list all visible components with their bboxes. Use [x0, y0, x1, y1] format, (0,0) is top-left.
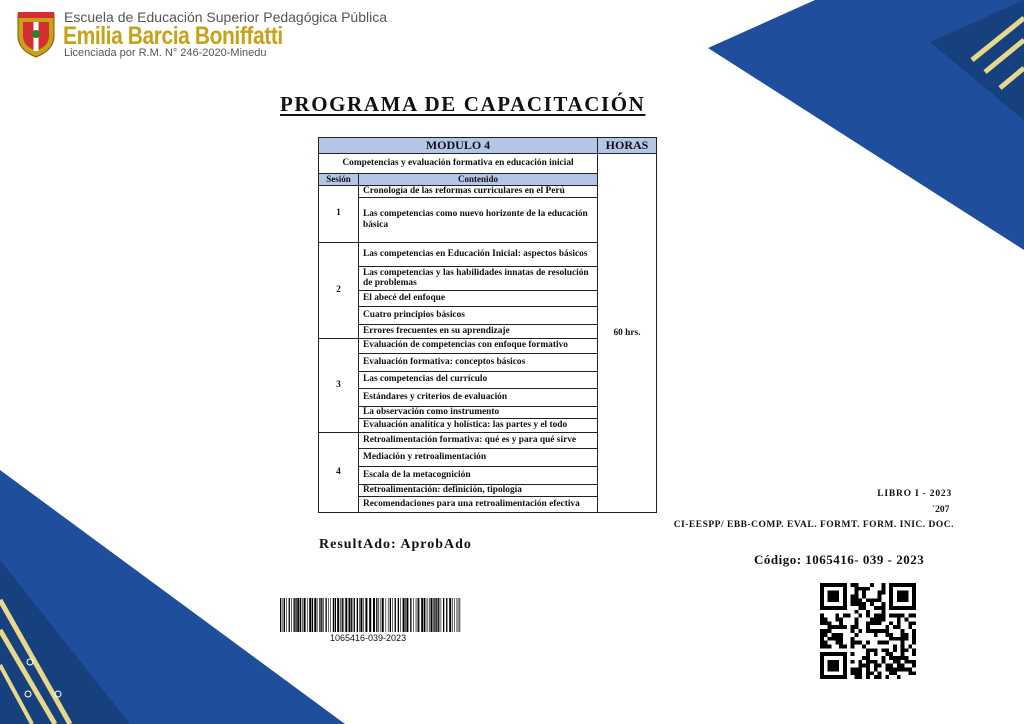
barcode-icon [280, 598, 461, 634]
session-number: 4 [319, 432, 359, 512]
school-header-line: Escuela de Educación Superior Pedagógica Pública [64, 9, 387, 25]
page-title: PROGRAMA DE CAPACITACIÓN [280, 92, 646, 116]
certificate-code: Código: 1065416- 039 - 2023 [754, 552, 925, 567]
session-content: Cronología de las reformas curriculares en el Perú [359, 185, 598, 197]
result-text: ResultAdo: AprobAdo [319, 537, 472, 552]
school-shield-logo-icon [16, 10, 56, 58]
session-number: 2 [319, 242, 359, 338]
session-content: Escala de la metacognición [359, 466, 598, 484]
session-content: Las competencias del currículo [359, 371, 598, 388]
barcode-number: 1065416-039-2023 [330, 633, 407, 643]
session-content: Evaluación analítica y holística: las partes y el todo [359, 418, 598, 432]
school-license: Licenciada por R.M. N° 246-2020-Minedu [64, 47, 267, 59]
session-number: 3 [319, 338, 359, 432]
session-content: Evaluación formativa: conceptos básicos [359, 353, 598, 371]
session-content: Las competencias y las habilidades innatas de resolución de problemas [359, 266, 598, 290]
session-content: Evaluación de competencias con enfoque formativo [359, 338, 598, 353]
module-header: MODULO 4 [319, 138, 598, 154]
qr-code-icon [820, 583, 916, 679]
session-number: 1 [319, 185, 359, 242]
content-column-header: Contenido [359, 174, 598, 186]
folio-number: ´207 [932, 505, 950, 515]
session-content: Estándares y criterios de evaluación [359, 388, 598, 406]
module-table [318, 137, 657, 513]
module-subtitle: Competencias y evaluación formativa en educación inicial [319, 154, 598, 174]
certificate-reference: CI-EESPP/ EBB-COMP. EVAL. FORMT. FORM. INIC. DOC. [673, 520, 954, 530]
book-label: LIBRO I - 2023 [877, 489, 952, 499]
session-content: La observación como instrumento [359, 406, 598, 418]
session-column-header: Sesión [319, 174, 359, 186]
session-content: Retroalimentación: definición, tipología [359, 484, 598, 496]
session-content: El abecé del enfoque [359, 290, 598, 306]
session-content: Recomendaciones para una retroalimentación efectiva [359, 496, 598, 512]
session-content: Cuatro principios básicos [359, 306, 598, 324]
school-name: Emilia Barcia Boniffatti [63, 22, 283, 50]
hours-header: HORAS [598, 138, 657, 154]
session-content: Errores frecuentes en su aprendizaje [359, 324, 598, 338]
session-content: Mediación y retroalimentación [359, 448, 598, 466]
session-content: Las competencias en Educación Inicial: aspectos básicos [359, 242, 598, 266]
hours-value: 60 hrs. [598, 154, 657, 513]
session-content: Retroalimentación formativa: qué es y para qué sirve [359, 432, 598, 448]
session-content: Las competencias como nuevo horizonte de la educación básica [359, 197, 598, 242]
